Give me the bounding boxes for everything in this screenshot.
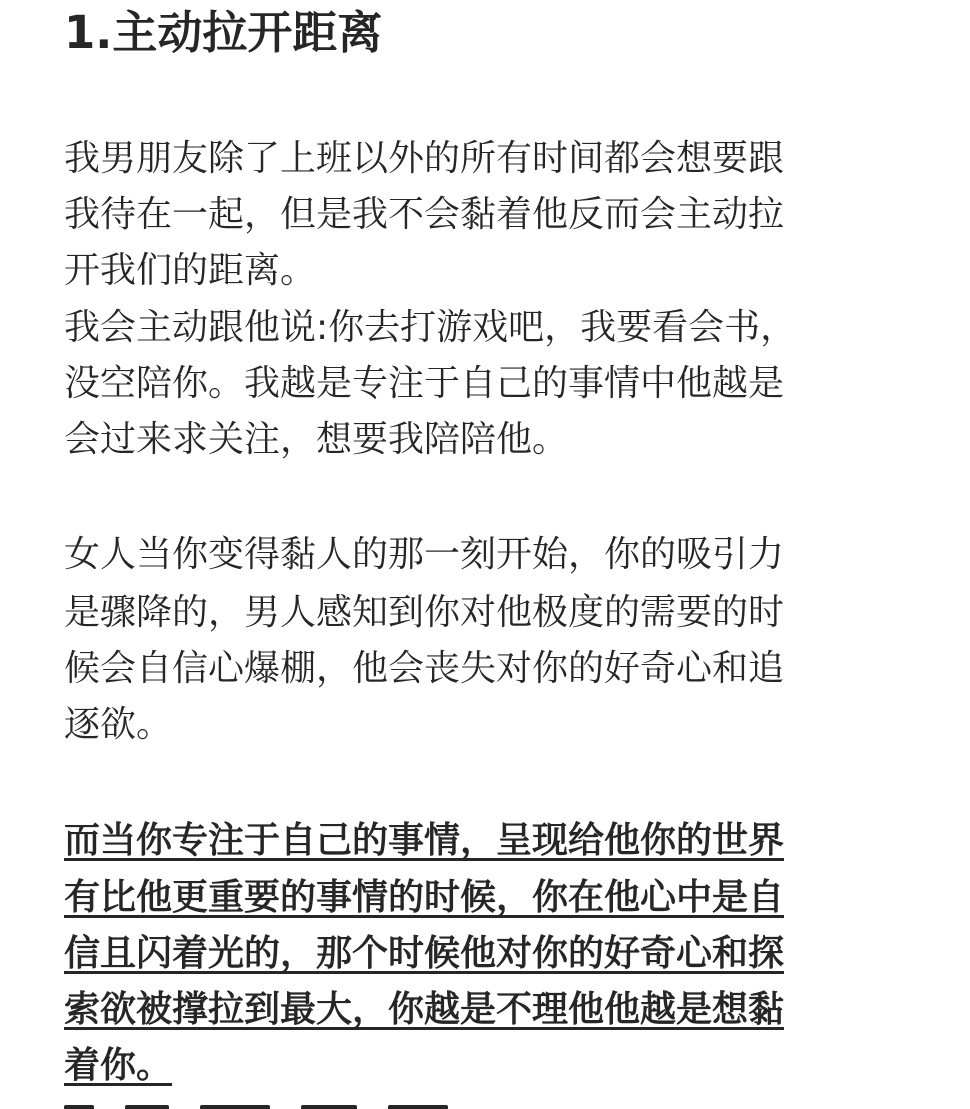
cropped-glyph [301,1105,357,1109]
paragraph-line: 是骤降的，男人感知到你对他极度的需要的时 [64,592,785,633]
paragraph-line: 我待在一起，但是我不会黏着他反而会主动拉 [64,194,785,235]
paragraph-line: 开我们的距离。 [64,250,317,291]
cropped-next-heading [64,1096,474,1109]
emphasis-line: 着你。 [64,1045,173,1086]
paragraph-line: 逐欲。 [64,704,173,745]
cropped-glyph [64,1105,94,1109]
paragraph-line: 我男朋友除了上班以外的所有时间都会想要跟 [64,138,785,179]
paragraph-line: 我会主动跟他说:你去打游戏吧，我要看会书， [64,307,797,348]
emphasis-line: 索欲被撑拉到最大，你越是不理他他越是想黏 [64,989,785,1030]
cropped-glyph [388,1105,448,1109]
cropped-glyph [125,1105,169,1109]
paragraph-line: 没空陪你。我越是专注于自己的事情中他越是 [64,363,785,404]
emphasis-line: 而当你专注于自己的事情，呈现给他你的世界 [64,820,785,861]
paragraph-line: 候会自信心爆棚，他会丧失对你的好奇心和追 [64,648,785,689]
emphasis-line: 有比他更重要的事情的时候，你在他心中是自 [64,877,785,918]
cropped-glyph [200,1105,270,1109]
paragraph-line: 会过来求关注，想要我陪陪他。 [64,419,569,460]
section-title: 1.主动拉开距离 [64,6,383,59]
paragraph-line: 女人当你变得黏人的那一刻开始，你的吸引力 [64,534,785,575]
emphasis-line: 信且闪着光的，那个时候他对你的好奇心和探 [64,933,785,974]
